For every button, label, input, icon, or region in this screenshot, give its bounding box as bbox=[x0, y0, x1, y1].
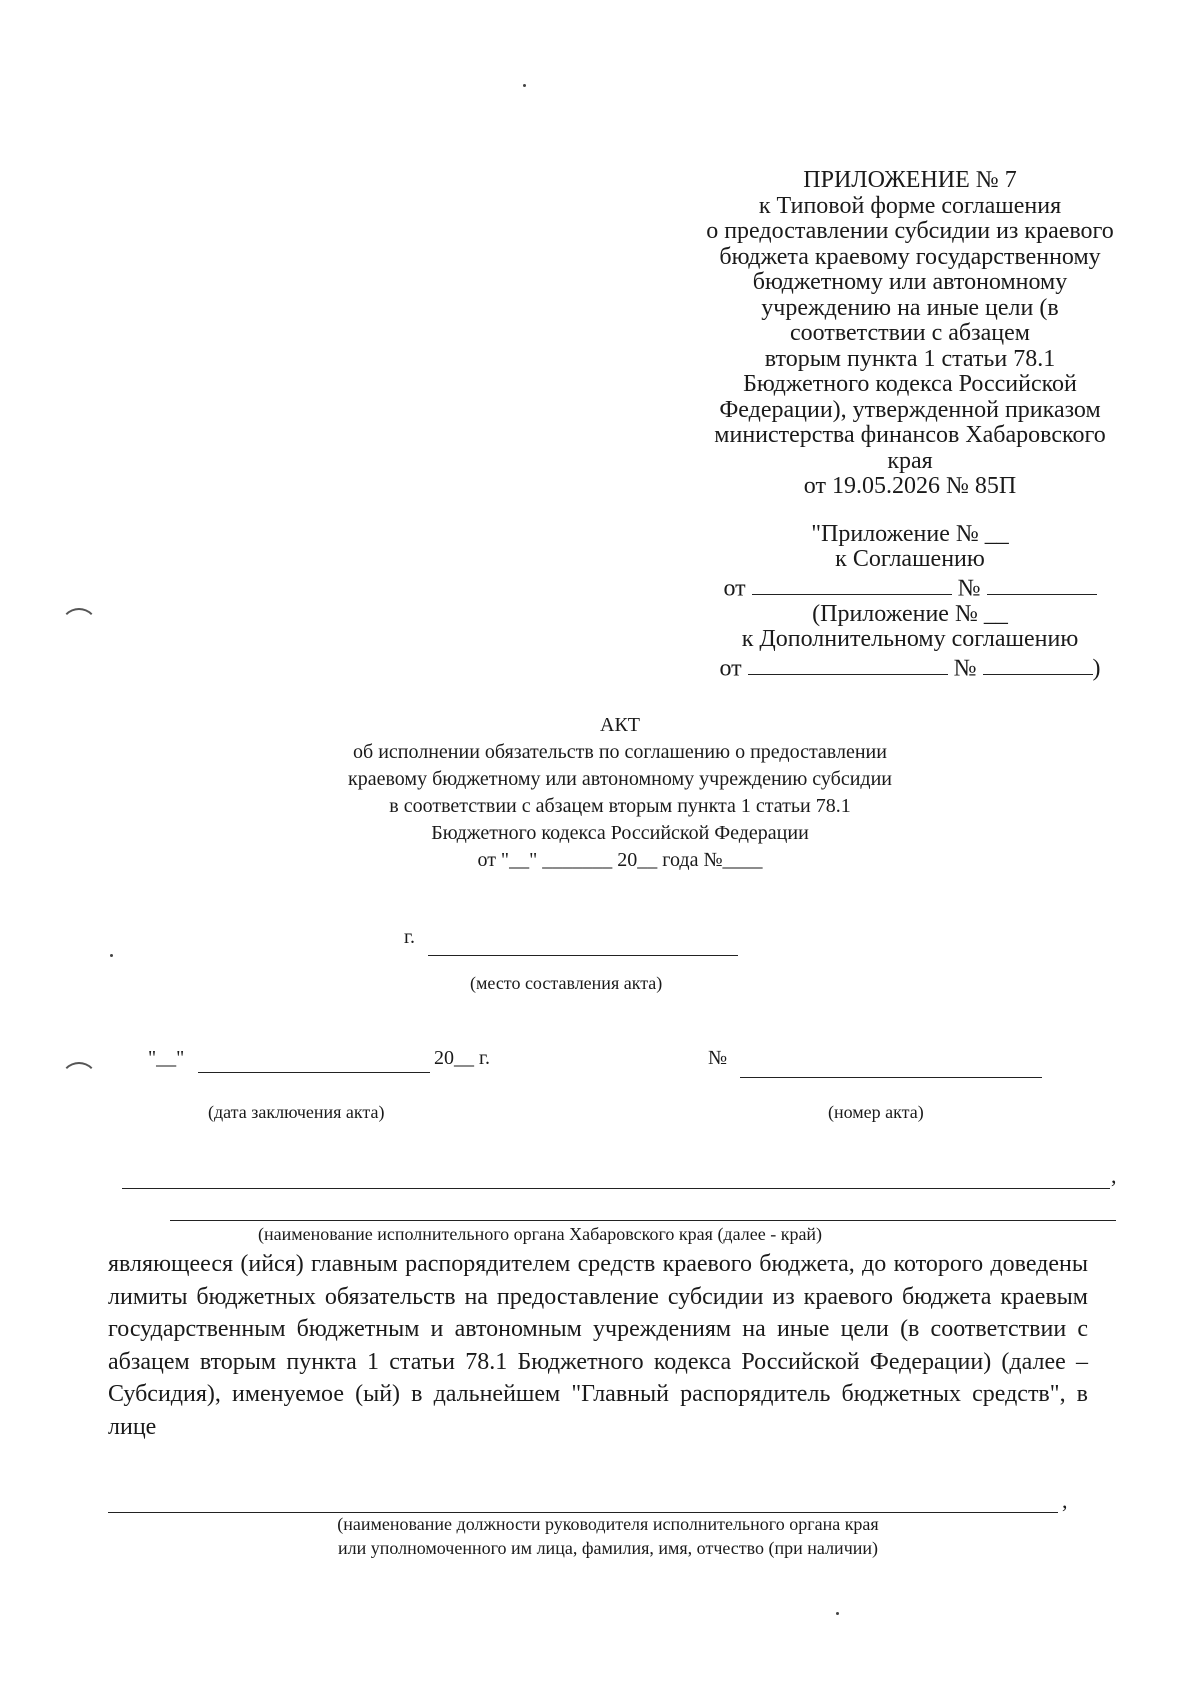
organ-comma: , bbox=[1111, 1163, 1117, 1188]
header-line: вторым пункта 1 статьи 78.1 bbox=[764, 345, 1056, 372]
organ-blank-2 bbox=[170, 1220, 1116, 1221]
supplementary-from-line: от № ) bbox=[660, 653, 1160, 682]
header-line: края bbox=[887, 447, 933, 474]
date-year: 20__ г. bbox=[434, 1047, 490, 1069]
act-number-blank bbox=[740, 1077, 1042, 1078]
organ-blank-1 bbox=[122, 1188, 1110, 1189]
place-prefix: г. bbox=[404, 926, 415, 948]
scan-speck bbox=[836, 1612, 839, 1615]
act-title: АКТ bbox=[600, 714, 640, 736]
agreement-from-line: от № bbox=[660, 573, 1160, 602]
date-day-blank: "__" bbox=[148, 1047, 185, 1069]
punch-hole-mark bbox=[60, 608, 98, 646]
act-subtitle-line: Бюджетного кодекса Российской Федерации bbox=[431, 822, 809, 844]
header-line: бюджетному или автономному bbox=[752, 269, 1068, 295]
header-line: бюджета краевому государственному bbox=[719, 243, 1101, 270]
header-line: министерства финансов Хабаровского bbox=[714, 422, 1106, 448]
act-subtitle-line: об исполнении обязательств по соглашению о предоставлении bbox=[353, 741, 887, 763]
header-line: Бюджетного кодекса Российской bbox=[743, 371, 1077, 397]
signatory-comma: , bbox=[1062, 1488, 1068, 1513]
date-month-blank bbox=[198, 1072, 430, 1073]
scan-speck bbox=[110, 954, 113, 957]
place-caption: (место составления акта) bbox=[470, 973, 663, 993]
header-line: ПРИЛОЖЕНИЕ № 7 bbox=[803, 167, 1017, 193]
attachment-line: (Приложение № __ bbox=[812, 600, 1008, 627]
signatory-caption: (наименование должности руководителя исполнительного органа края или уполномоченного им лица, фамилия, имя, отчество (при наличии) bbox=[337, 1514, 879, 1558]
supplementary-number-blank bbox=[983, 653, 1093, 676]
header-line: от 19.05.2026 № 85П bbox=[803, 473, 1017, 499]
act-subtitle-line: краевому бюджетному или автономному учреждению субсидии bbox=[348, 768, 892, 790]
act-subtitle-line: в соответствии с абзацем вторым пункта 1 статьи 78.1 bbox=[389, 795, 851, 817]
place-blank bbox=[428, 955, 738, 956]
scan-speck bbox=[523, 84, 526, 87]
agreement-date-blank bbox=[752, 573, 952, 596]
act-date-number-line: от "__" _______ 20__ года №____ bbox=[477, 849, 763, 871]
body-paragraph: являющееся (ийся) главным распорядителем средств краевого бюджета, до которого доведены лимиты бюджетных обязательств на предоставление субсидии из краевого бюджета краевым государственным бюджетным и автономным учреждениям на иные цели (в соответствии с абзацем вторым пункта 1 статьи 78.1 Бюджетного кодекса Российской Федерации) (далее – Субсидия), именуемое (ый) в дальнейшем "Главный распорядитель бюджетных средств", в лице bbox=[108, 1251, 1088, 1440]
header-line: к Типовой форме соглашения bbox=[758, 192, 1062, 219]
agreement-number-blank bbox=[987, 573, 1097, 596]
header-line: Федерации), утвержденной приказом bbox=[719, 396, 1101, 423]
appendix-header bbox=[660, 168, 1160, 682]
date-caption: (дата заключения акта) bbox=[208, 1102, 385, 1122]
punch-hole-mark bbox=[60, 1062, 98, 1100]
supplementary-date-blank bbox=[748, 653, 948, 676]
act-title-block bbox=[200, 712, 1040, 874]
number-caption: (номер акта) bbox=[828, 1102, 924, 1122]
attachment-line: "Приложение № __ bbox=[811, 520, 1009, 547]
header-line: учреждению на иные цели (в bbox=[761, 294, 1059, 321]
attachment-line: к Соглашению bbox=[835, 546, 985, 572]
number-sign: № bbox=[708, 1047, 728, 1069]
header-line: о предоставлении субсидии из краевого bbox=[706, 218, 1114, 244]
organ-caption: (наименование исполнительного органа Хабаровского края (далее - край) bbox=[258, 1224, 823, 1244]
attachment-line: к Дополнительному соглашению bbox=[741, 626, 1079, 653]
header-line: соответствии с абзацем bbox=[790, 320, 1030, 346]
